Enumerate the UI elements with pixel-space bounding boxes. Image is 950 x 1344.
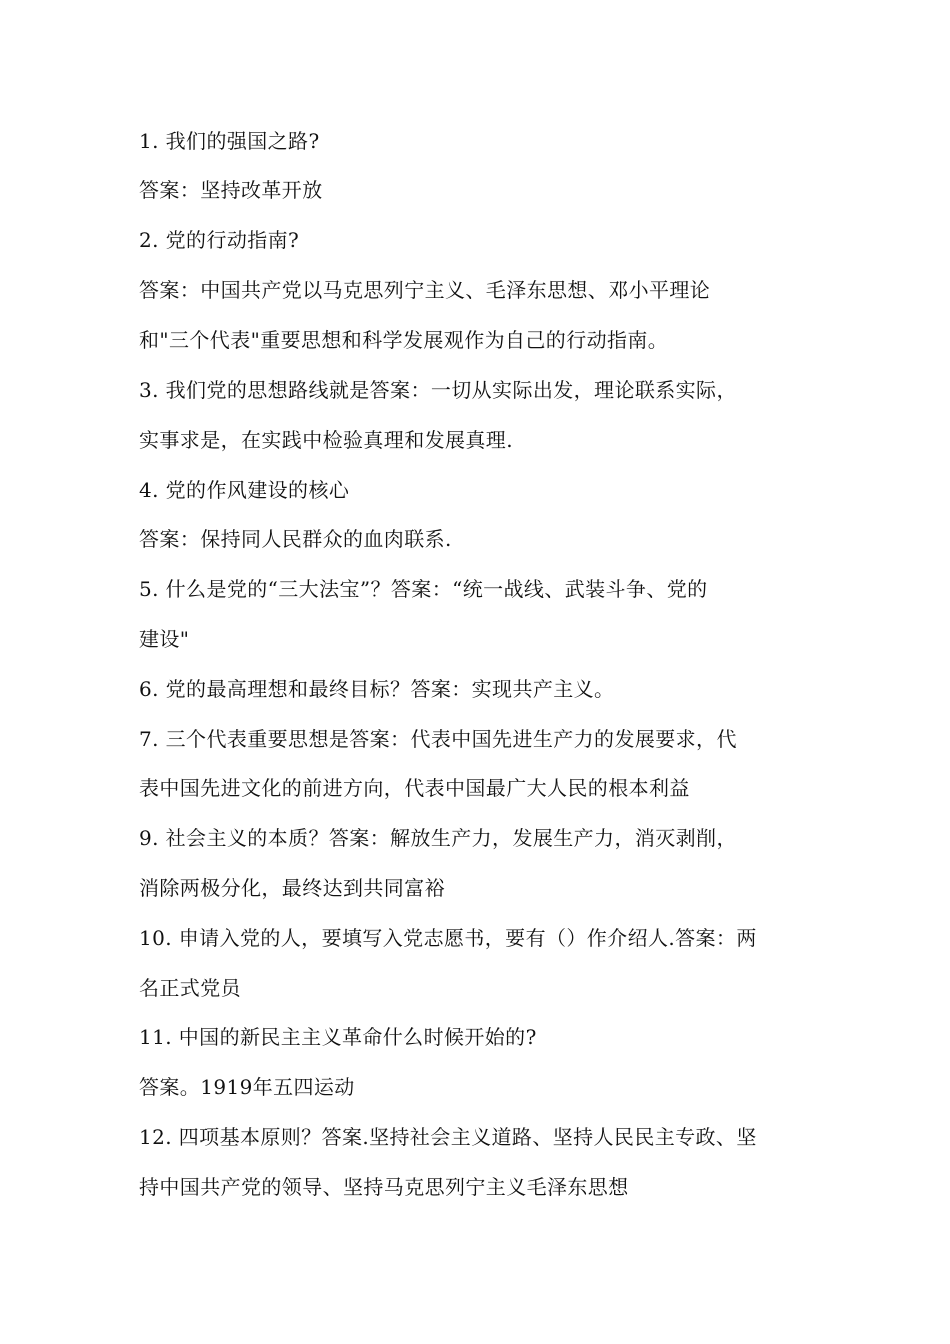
answer-4: 答案：保持同人民群众的血肉联系. xyxy=(139,527,452,551)
question-11: 11. 中国的新民主主义革命什么时候开始的? xyxy=(139,1025,537,1049)
question-3-line-1: 3. 我们党的思想路线就是答案：一切从实际出发，理论联系实际， xyxy=(139,378,737,402)
question-7-line-2: 表中国先进文化的前进方向，代表中国最广大人民的根本利益 xyxy=(139,776,690,800)
question-12-line-1: 12. 四项基本原则？答案.坚持社会主义道路、坚持人民民主专政、坚 xyxy=(139,1125,757,1149)
answer-11: 答案。1919年五四运动 xyxy=(139,1075,355,1099)
question-10-line-1: 10. 申请入党的人，要填写入党志愿书，要有（）作介绍人.答案：两 xyxy=(139,926,757,950)
question-9-line-1: 9. 社会主义的本质？答案：解放生产力，发展生产力，消灭剥削， xyxy=(139,826,737,850)
question-9-line-2: 消除两极分化，最终达到共同富裕 xyxy=(139,876,445,900)
question-2: 2. 党的行动指南? xyxy=(139,228,300,252)
question-1: 1. 我们的强国之路? xyxy=(139,129,320,153)
question-4: 4. 党的作风建设的核心 xyxy=(139,478,350,502)
question-12-line-2: 持中国共产党的领导、坚持马克思列宁主义毛泽东思想 xyxy=(139,1175,629,1199)
answer-1: 答案：坚持改革开放 xyxy=(139,178,323,202)
answer-2-line-2: 和"三个代表"重要思想和科学发展观作为自己的行动指南。 xyxy=(139,328,669,352)
question-7-line-1: 7. 三个代表重要思想是答案：代表中国先进生产力的发展要求，代 xyxy=(139,727,737,751)
question-10-line-2: 名正式党员 xyxy=(139,976,241,1000)
question-6: 6. 党的最高理想和最终目标？答案：实现共产主义。 xyxy=(139,677,615,701)
answer-2-line-1: 答案：中国共产党以马克思列宁主义、毛泽东思想、邓小平理论 xyxy=(139,278,711,302)
question-5-line-2: 建设" xyxy=(139,627,190,651)
question-3-line-2: 实事求是，在实践中检验真理和发展真理. xyxy=(139,428,513,452)
question-5-line-1: 5. 什么是党的“三大法宝”？答案：“统一战线、武装斗争、党的 xyxy=(139,577,708,601)
